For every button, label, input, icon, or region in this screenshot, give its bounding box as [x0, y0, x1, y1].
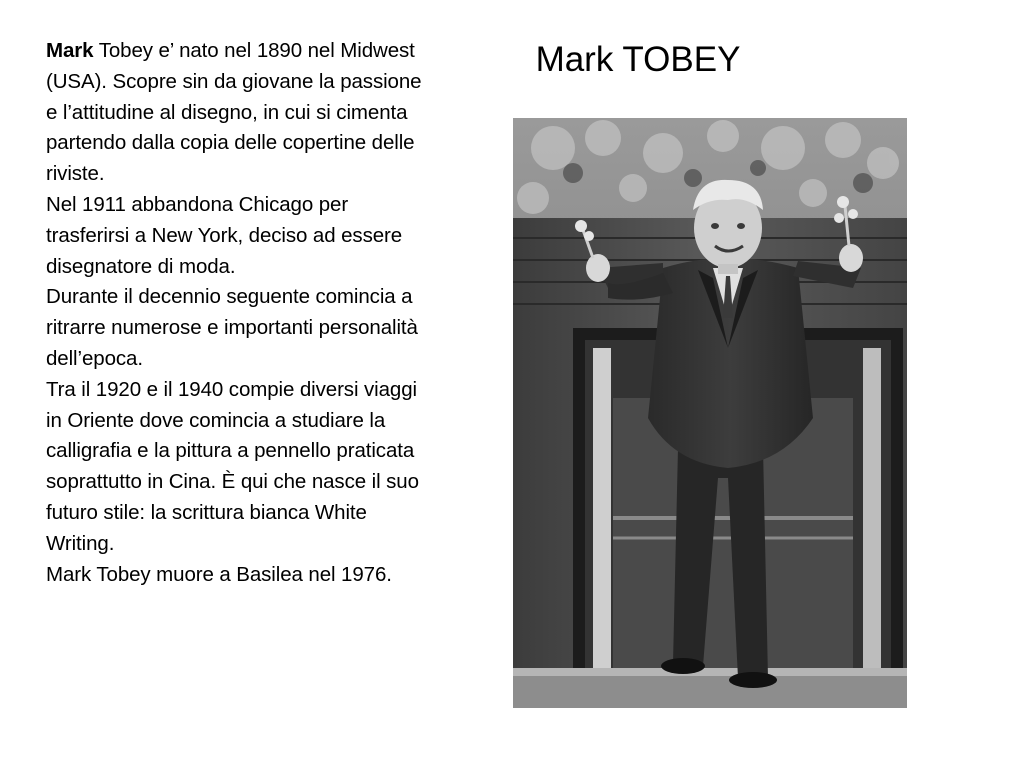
- paragraph-text: Mark Tobey muore a Basilea nel 1976.: [46, 562, 392, 586]
- paragraph-new-york: [46, 190, 426, 282]
- paragraph-text: Tobey e’ nato nel 1890 nel Midwest (USA). Scopre sin da giovane la passione e l’attitudine al disegno, in cui si cimenta partendo dalla copia delle copertine delle riviste.: [46, 39, 422, 186]
- paragraph-death: [46, 560, 426, 591]
- bold-name: Mark: [46, 39, 94, 62]
- portrait-photo: [513, 118, 907, 708]
- paragraph-birth: [46, 36, 426, 190]
- paragraph-portraits: [46, 282, 426, 374]
- paragraph-text: Durante il decennio seguente comincia a ritrarre numerose e importanti personalità dell’epoca.: [46, 285, 418, 370]
- paragraph-text: Tra il 1920 e il 1940 compie diversi viaggi in Oriente dove comincia a studiare la calligrafia e la pittura a pennello praticata soprattutto in Cina. È qui che nasce il suo futuro stile: la scrittura bianca White Writing.: [46, 377, 419, 555]
- biography-text: [46, 36, 426, 590]
- slide-title: Mark TOBEY: [535, 40, 741, 79]
- paragraph-orient: [46, 375, 426, 560]
- paragraph-text: Nel 1911 abbandona Chicago per trasferirsi a New York, deciso ad essere disegnatore di moda.: [46, 192, 403, 278]
- portrait-photo-illustration: [513, 118, 907, 708]
